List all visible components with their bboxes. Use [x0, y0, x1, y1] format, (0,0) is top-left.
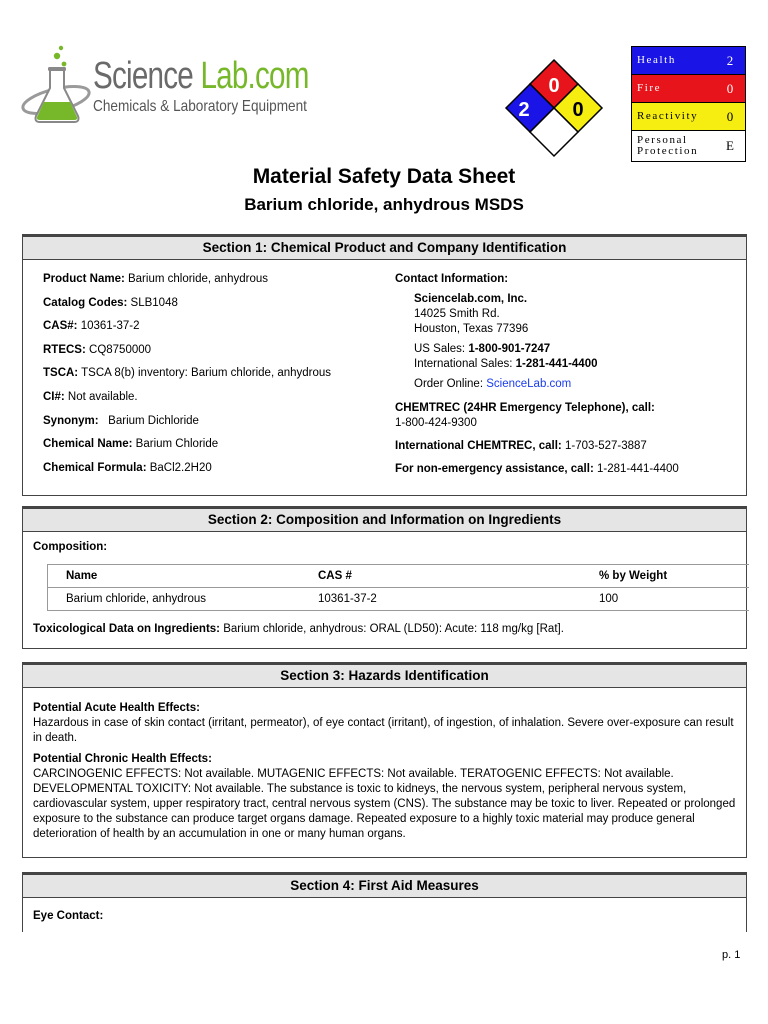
us-sales: [414, 342, 740, 357]
section-3: [22, 662, 747, 858]
toxicological-data: [33, 622, 564, 637]
intl-sales: [414, 357, 740, 377]
logo-wordmark-lab: Lab.com: [200, 55, 309, 97]
section-2: [22, 506, 747, 649]
chemical-name-field: [43, 437, 383, 461]
us-sales-number: 1-800-901-7247: [468, 343, 551, 355]
table-header-row: [47, 565, 749, 588]
field-value: TSCA 8(b) inventory: Barium chloride, anhydrous: [78, 367, 332, 380]
tox-value: Barium chloride, anhydrous: ORAL (LD50): Acute: 118 mg/kg [Rat].: [220, 623, 564, 635]
contact-information: [395, 272, 740, 477]
document-title: Material Safety Data Sheet: [252, 165, 516, 188]
intl-sales-label: International Sales:: [414, 358, 516, 370]
hmis-reactivity-row: [632, 103, 745, 131]
section-2-heading: Section 2: Composition and Information on Ingredients: [23, 506, 746, 532]
field-value: BaCl2.2H20: [146, 461, 212, 474]
column-header-cas: CAS #: [318, 569, 352, 582]
hmis-health-value: 2: [726, 52, 734, 68]
synonym-field: [43, 414, 383, 438]
field-label: Catalog Codes:: [43, 296, 128, 309]
intl-chemtrec: [395, 439, 740, 462]
table-row: [47, 588, 749, 611]
acute-effects-label: Potential Acute Health Effects:: [33, 702, 200, 714]
hmis-fire-value: 0: [726, 80, 734, 96]
hmis-protection-value: E: [726, 138, 734, 153]
field-label: CAS#:: [43, 320, 78, 333]
section-4-heading: Section 4: First Aid Measures: [23, 872, 746, 898]
nfpa-fire-value: 0: [548, 75, 560, 97]
hmis-reactivity-value: 0: [726, 108, 734, 124]
nfpa-health-value: 2: [518, 99, 530, 121]
ingredient-cas: 10361-37-2: [318, 592, 377, 605]
address-line-2: Houston, Texas 77396: [414, 323, 529, 335]
catalog-codes-field: [43, 296, 383, 320]
intl-sales-number: 1-281-441-4400: [515, 358, 598, 370]
logo-wordmark-science: Science: [93, 55, 201, 97]
document-subtitle: Barium chloride, anhydrous MSDS: [244, 195, 524, 214]
field-value: CQ8750000: [85, 343, 152, 356]
hmis-fire-row: [632, 75, 745, 103]
chronic-effects-text: CARCINOGENIC EFFECTS: Not available. MUTAGENIC EFFECTS: Not available. TERATOGENIC EFFECTS: Not available. DEVELOPMENTAL TOXICITY: Not available. The substance is toxic to kidneys, the nervous system, peripheral nervous system, cardiovascular system, upper respiratory tract, central nervous system (CNS). The substance may be toxic to liver. Repeated or prolonged exposure to the substance can produce target organs damage. Repeated exposure to a highly toxic material may produce general deterioration of health by an accumulation in one or many human organs.: [33, 768, 736, 840]
tox-label: Toxicological Data on Ingredients:: [33, 623, 221, 635]
company-name: Sciencelab.com, Inc.: [414, 293, 528, 305]
field-value: Not available.: [64, 390, 138, 403]
hmis-health-label: Health: [637, 54, 676, 66]
flask-icon: [20, 44, 92, 126]
hmis-reactivity-label: Reactivity: [637, 110, 699, 122]
acute-effects-text: Hazardous in case of skin contact (irritant, permeator), of eye contact (irritant), of ingestion, of inhalation. Severe over-exposure can result in death.: [33, 717, 734, 744]
ingredient-weight: 100: [599, 592, 619, 605]
address-line-1: 14025 Smith Rd.: [414, 308, 500, 320]
field-label: TSCA:: [43, 367, 79, 380]
sciencelab-link[interactable]: ScienceLab.com: [486, 378, 572, 390]
ci-field: [43, 390, 383, 414]
eye-contact-label: Eye Contact:: [33, 910, 104, 922]
field-label: Synonym:: [43, 414, 99, 427]
field-value: Barium chloride, anhydrous: [124, 273, 268, 285]
hmis-fire-label: Fire: [637, 82, 662, 94]
page-number: p. 1: [722, 949, 741, 961]
field-value: SLB1048: [127, 296, 178, 309]
us-sales-label: US Sales:: [414, 343, 469, 355]
chemical-formula-field: [43, 461, 383, 485]
contact-heading: Contact Information:: [395, 273, 509, 285]
nonemergency-number: 1-281-441-4400: [593, 463, 679, 475]
chronic-effects-label: Potential Chronic Health Effects:: [33, 753, 212, 765]
hmis-protection-label: Personal Protection: [637, 134, 699, 157]
order-online: [414, 377, 740, 401]
product-identification: [43, 272, 383, 484]
field-label: RTECS:: [43, 343, 86, 356]
section-1: [22, 234, 747, 496]
field-label: Product Name:: [43, 273, 125, 285]
nfpa-reactivity-value: 0: [572, 99, 584, 121]
field-label: Chemical Formula:: [43, 461, 147, 474]
field-label: Chemical Name:: [43, 438, 133, 451]
nonemergency-label: For non-emergency assistance, call:: [395, 463, 594, 475]
hmis-health-row: [632, 47, 745, 75]
rtecs-field: [43, 343, 383, 367]
logo-tagline: Chemicals & Laboratory Equipment: [93, 98, 307, 115]
ingredient-name: Barium chloride, anhydrous: [66, 592, 206, 605]
field-value: 10361-37-2: [77, 320, 140, 333]
nonemergency: [395, 462, 740, 477]
order-online-label: Order Online:: [414, 378, 487, 390]
cas-field: [43, 319, 383, 343]
intl-chemtrec-label: International CHEMTREC, call:: [395, 440, 562, 452]
chemtrec-label: CHEMTREC (24HR Emergency Telephone), call:: [395, 402, 655, 414]
field-label: CI#:: [43, 390, 65, 403]
column-header-weight: % by Weight: [599, 569, 668, 582]
intl-chemtrec-number: 1-703-527-3887: [561, 440, 647, 452]
nfpa-diamond: [498, 58, 610, 160]
field-value: Barium Chloride: [132, 438, 219, 451]
field-value: Barium Dichloride: [98, 414, 199, 427]
hmis-protection-row: [632, 131, 745, 161]
composition-label: Composition:: [33, 541, 108, 553]
tsca-field: [43, 366, 383, 390]
logo-wordmark: [93, 56, 309, 96]
product-name-field: [43, 272, 383, 296]
column-header-name: Name: [66, 569, 98, 582]
section-4: [22, 872, 747, 932]
section-1-heading: Section 1: Chemical Product and Company Identification: [23, 234, 746, 260]
sciencelab-logo: [20, 44, 310, 126]
chemtrec-number: 1-800-424-9300: [395, 417, 477, 429]
composition-table: [47, 564, 749, 611]
hmis-label: [631, 46, 746, 162]
section-3-heading: Section 3: Hazards Identification: [23, 662, 746, 688]
